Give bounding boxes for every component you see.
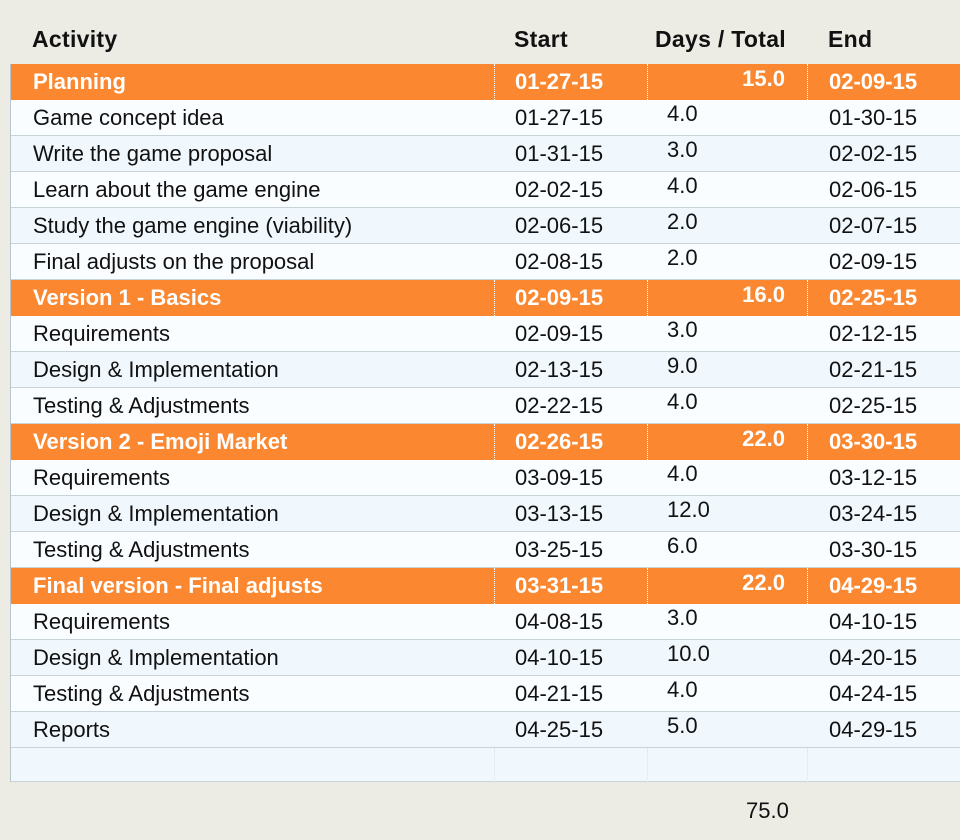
task-row: [11, 208, 960, 244]
task-activity[interactable]: Write the game proposal: [33, 141, 273, 166]
group-row: [11, 568, 960, 604]
task-row: [11, 460, 960, 496]
task-end[interactable]: 01-30-15: [829, 105, 918, 130]
group-start[interactable]: 02-26-15: [515, 429, 604, 454]
task-days[interactable]: 4.0: [667, 389, 698, 414]
task-row: [11, 640, 960, 676]
column-separator: [807, 280, 808, 316]
task-days[interactable]: 2.0: [667, 209, 698, 234]
column-separator: [647, 424, 648, 460]
task-days[interactable]: 4.0: [667, 101, 698, 126]
task-activity[interactable]: Testing & Adjustments: [33, 681, 250, 706]
task-row: [11, 496, 960, 532]
group-name[interactable]: Version 1 - Basics: [33, 285, 222, 310]
header-start: Start: [514, 26, 568, 52]
group-start[interactable]: 02-09-15: [515, 285, 604, 310]
column-separator: [647, 568, 648, 604]
task-activity[interactable]: Reports: [33, 717, 111, 742]
task-days[interactable]: 12.0: [667, 497, 710, 522]
task-end[interactable]: 02-21-15: [829, 357, 918, 382]
task-days[interactable]: 3.0: [667, 137, 698, 162]
schedule-table: [10, 64, 960, 782]
task-end[interactable]: 02-02-15: [829, 141, 918, 166]
group-end[interactable]: 02-09-15: [829, 69, 918, 94]
task-start[interactable]: 04-08-15: [515, 609, 604, 634]
group-start[interactable]: 03-31-15: [515, 573, 604, 598]
group-name[interactable]: Planning: [33, 69, 126, 94]
task-start[interactable]: 02-06-15: [515, 213, 604, 238]
task-days[interactable]: 4.0: [667, 461, 698, 486]
group-total-days[interactable]: 15.0: [742, 66, 785, 91]
task-start[interactable]: 03-13-15: [515, 501, 604, 526]
task-start[interactable]: 04-21-15: [515, 681, 604, 706]
group-row: [11, 424, 960, 460]
task-end[interactable]: 02-06-15: [829, 177, 918, 202]
column-separator: [494, 280, 495, 316]
task-activity[interactable]: Testing & Adjustments: [33, 537, 250, 562]
task-end[interactable]: 02-07-15: [829, 213, 918, 238]
task-days[interactable]: 3.0: [667, 317, 698, 342]
group-total-days[interactable]: 22.0: [742, 570, 785, 595]
task-end[interactable]: 04-20-15: [829, 645, 918, 670]
task-activity[interactable]: Study the game engine (viability): [33, 213, 353, 238]
column-separator: [807, 748, 808, 782]
task-start[interactable]: 02-22-15: [515, 393, 604, 418]
group-end[interactable]: 04-29-15: [829, 573, 918, 598]
task-days[interactable]: 3.0: [667, 605, 698, 630]
group-total-days[interactable]: 16.0: [742, 282, 785, 307]
task-row: [11, 604, 960, 640]
group-end[interactable]: 02-25-15: [829, 285, 918, 310]
task-days[interactable]: 6.0: [667, 533, 698, 558]
task-end[interactable]: 02-12-15: [829, 321, 918, 346]
task-start[interactable]: 01-31-15: [515, 141, 604, 166]
task-row: [11, 532, 960, 568]
task-end[interactable]: 02-09-15: [829, 249, 918, 274]
task-start[interactable]: 02-09-15: [515, 321, 604, 346]
task-start[interactable]: 02-13-15: [515, 357, 604, 382]
task-end[interactable]: 03-12-15: [829, 465, 918, 490]
task-end[interactable]: 04-10-15: [829, 609, 918, 634]
group-row: [11, 280, 960, 316]
column-separator: [807, 424, 808, 460]
task-activity[interactable]: Learn about the game engine: [33, 177, 321, 202]
task-row: [11, 388, 960, 424]
column-separator: [647, 64, 648, 100]
column-separator: [647, 748, 648, 782]
task-end[interactable]: 03-24-15: [829, 501, 918, 526]
group-end[interactable]: 03-30-15: [829, 429, 918, 454]
column-header-row: [10, 0, 960, 64]
task-end[interactable]: 04-29-15: [829, 717, 918, 742]
task-start[interactable]: 01-27-15: [515, 105, 604, 130]
task-row: [11, 100, 960, 136]
task-activity[interactable]: Requirements: [33, 609, 170, 634]
task-activity[interactable]: Requirements: [33, 321, 170, 346]
task-start[interactable]: 04-10-15: [515, 645, 604, 670]
task-activity[interactable]: Testing & Adjustments: [33, 393, 250, 418]
task-row: [11, 712, 960, 748]
task-end[interactable]: 04-24-15: [829, 681, 918, 706]
task-days[interactable]: 4.0: [667, 173, 698, 198]
group-name[interactable]: Version 2 - Emoji Market: [33, 429, 288, 454]
column-separator: [494, 64, 495, 100]
column-separator: [494, 424, 495, 460]
task-start[interactable]: 02-02-15: [515, 177, 604, 202]
task-row: [11, 136, 960, 172]
task-activity[interactable]: Design & Implementation: [33, 501, 279, 526]
task-row: [11, 172, 960, 208]
group-name[interactable]: Final version - Final adjusts: [33, 573, 323, 598]
task-start[interactable]: 04-25-15: [515, 717, 604, 742]
task-activity[interactable]: Requirements: [33, 465, 170, 490]
column-separator: [647, 280, 648, 316]
task-start[interactable]: 02-08-15: [515, 249, 604, 274]
task-row: [11, 352, 960, 388]
schedule-sheet: [10, 0, 960, 840]
header-end: End: [828, 26, 873, 52]
column-separator: [807, 64, 808, 100]
task-days[interactable]: 10.0: [667, 641, 710, 666]
group-row: [11, 64, 960, 100]
task-days[interactable]: 2.0: [667, 245, 698, 270]
task-days[interactable]: 5.0: [667, 713, 698, 738]
task-row: [11, 316, 960, 352]
task-row: [11, 676, 960, 712]
empty-row[interactable]: [11, 748, 960, 782]
task-days[interactable]: 4.0: [667, 677, 698, 702]
task-days[interactable]: 9.0: [667, 353, 698, 378]
header-days-total: Days / Total: [655, 26, 786, 52]
task-activity[interactable]: Design & Implementation: [33, 357, 279, 382]
header-activity: Activity: [32, 26, 118, 52]
task-activity[interactable]: Design & Implementation: [33, 645, 279, 670]
task-activity[interactable]: Final adjusts on the proposal: [33, 249, 315, 274]
column-separator: [494, 568, 495, 604]
task-activity[interactable]: Game concept idea: [33, 105, 224, 130]
task-end[interactable]: 02-25-15: [829, 393, 918, 418]
task-start[interactable]: 03-25-15: [515, 537, 604, 562]
task-row: [11, 244, 960, 280]
grand-total: 75.0: [746, 798, 789, 823]
column-separator: [494, 748, 495, 782]
task-end[interactable]: 03-30-15: [829, 537, 918, 562]
task-start[interactable]: 03-09-15: [515, 465, 604, 490]
group-total-days[interactable]: 22.0: [742, 426, 785, 451]
column-separator: [807, 568, 808, 604]
group-start[interactable]: 01-27-15: [515, 69, 604, 94]
